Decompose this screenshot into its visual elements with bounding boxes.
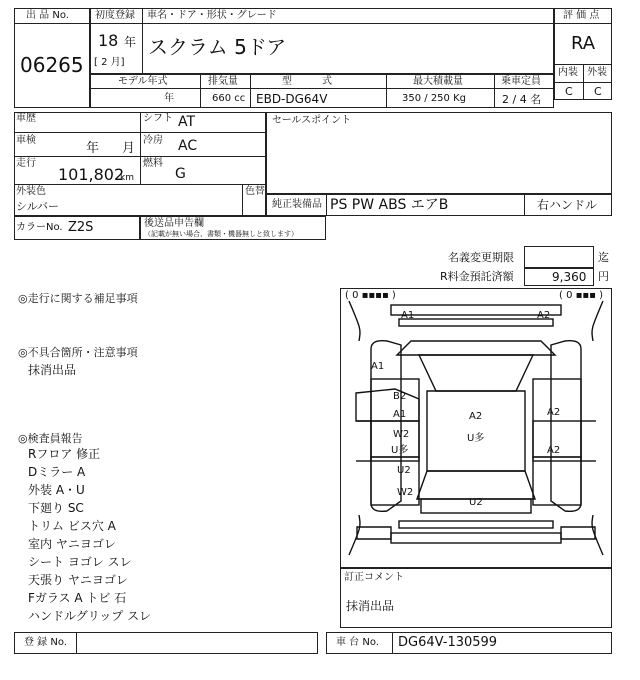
inspection-year-unit: 年 [86, 141, 100, 156]
inspector-item: トリム ビス穴 A [28, 519, 116, 533]
inspector-item: 室内 ヤニヨゴレ [28, 537, 116, 551]
name-change-field [524, 246, 594, 268]
name-change-unit: 迄 [598, 251, 609, 264]
model-year-label: モデル年式 [118, 76, 168, 87]
rear-left-wheel-arc [349, 515, 360, 555]
defects-text: 抹消出品 [28, 363, 77, 377]
hood-shape [397, 341, 555, 355]
post-docs-note: （記載が無い場合、書類・機器無しと致します） [144, 230, 298, 238]
max-load-label: 最大積載量 [413, 76, 463, 87]
mark-right-front-door: A2 [547, 407, 561, 418]
fuel-label: 燃料 [143, 158, 163, 169]
right-fender-shape [551, 341, 581, 512]
rear-window-shape [417, 471, 535, 499]
inspector-item: シート ヨゴレ スレ [28, 555, 132, 569]
right-quarter-shape [533, 457, 581, 505]
inspector-item: 外装 A・U [28, 483, 85, 497]
color-no-label: カラーNo. [16, 222, 63, 233]
chassis-label: 車 台 No. [336, 637, 379, 648]
recycle-amount: 9,360 [552, 270, 587, 284]
corner-label-top-right: ( 0 ▪▪▪ ) [559, 290, 604, 301]
color-no: Z2S [68, 220, 94, 235]
exterior-grade: C [594, 85, 602, 98]
interior-label: 内装 [558, 67, 578, 78]
left-mirror-area-shape [356, 389, 419, 421]
aircon-value: AC [178, 138, 198, 154]
front-lip-shape [399, 319, 553, 326]
lot-no: 06265 [20, 53, 84, 77]
equipment-value: PS PW ABS エアB [330, 197, 449, 213]
inspector-item: 天張り ヤニヨゴレ [28, 573, 128, 587]
inspector-item: 下廻り SC [28, 501, 84, 515]
year-unit: 年 [124, 35, 137, 49]
shift-value: AT [178, 114, 196, 130]
windshield-shape [419, 355, 533, 391]
mileage-unit: km [120, 173, 134, 183]
inspection-month-unit: 月 [122, 141, 136, 156]
car-diagram-drawing [341, 289, 611, 567]
model-year-unit: 年 [164, 93, 174, 104]
mark-left-fender: A1 [371, 361, 385, 372]
max-load: 350 / 250 Kg [402, 93, 466, 104]
rear-right-corner-shape [561, 527, 595, 539]
year-value: 18 [98, 31, 119, 50]
mark-roof-u: U多 [467, 433, 485, 444]
interior-grade: C [565, 85, 573, 98]
model-name-label: 車名・ドア・形状・グレード [147, 10, 277, 21]
mark-right-rear-door: A2 [547, 445, 561, 456]
corner-label-top-left: ( 0 ▪▪▪▪ ) [345, 290, 396, 301]
mileage-value: 101,802 [58, 165, 125, 184]
mark-left-quarter-u: U2 [397, 465, 411, 476]
front-left-wheel-arc [349, 301, 360, 341]
shift-label: シフト [143, 113, 173, 124]
exterior-color: シルバー [16, 200, 59, 213]
mark-front-right: A2 [537, 310, 551, 321]
exterior-label: 外装 [587, 67, 607, 78]
rear-right-wheel-arc [592, 515, 603, 555]
reg-no-label: 登 録 No. [24, 637, 67, 648]
mark-left-rear-door-u: U多 [391, 445, 409, 456]
mark-back-door: U2 [469, 497, 483, 508]
mark-left-rear-door-w: W2 [393, 429, 410, 440]
roof-shape [427, 391, 525, 471]
first-reg-label: 初度登録 [95, 10, 135, 21]
inspector-label: ◎検査員報告 [18, 432, 83, 445]
month-value: [ 2 月] [94, 57, 125, 68]
name-change-label: 名義変更期限 [448, 251, 514, 264]
rear-bumper-shape [391, 533, 561, 543]
driving-notes-label: ◎走行に関する補足事項 [18, 292, 138, 305]
sales-point-label: セールスポイント [272, 115, 352, 126]
front-right-wheel-arc [592, 301, 603, 341]
correction-label: 訂正コメント [344, 572, 404, 583]
mark-left-front-door-a: A1 [393, 409, 407, 420]
defects-label: ◎不具合箇所・注意事項 [18, 346, 138, 359]
type-label: 型 式 [282, 76, 332, 87]
rating: RA [571, 33, 596, 54]
displacement: 660 cc [212, 93, 246, 104]
car-diagram [340, 288, 612, 568]
post-docs-label: 後送品申告欄 [144, 218, 204, 229]
mileage-label: 走行 [16, 158, 36, 169]
rating-label: 評 価 点 [563, 10, 600, 21]
exterior-color-label: 外装色 [16, 186, 46, 197]
recycle-unit: 円 [598, 270, 609, 283]
lot-no-label: 出 品 No. [26, 10, 69, 21]
inspector-item: Rフロア 修正 [28, 447, 101, 461]
car-name: スクラム 5ドア [148, 35, 287, 59]
history-label: 車歴 [16, 113, 36, 124]
recycle-label: R料金預託済額 [440, 270, 514, 283]
displacement-label: 排気量 [208, 76, 238, 87]
mark-left-quarter-w: W2 [397, 487, 414, 498]
inspector-item: ハンドルグリップ スレ [28, 609, 152, 623]
equipment-label: 純正装備品 [272, 199, 322, 210]
rear-lip-shape [399, 521, 553, 528]
steering: 右ハンドル [537, 198, 598, 212]
mark-roof-a: A2 [469, 411, 483, 422]
fuel-value: G [175, 166, 186, 182]
mark-left-front-door-b: B2 [393, 391, 407, 402]
capacity: 2 / 4 名 [502, 93, 542, 106]
inspector-item: Fガラス A トビ 石 [28, 591, 127, 605]
correction-text: 抹消出品 [346, 599, 395, 613]
capacity-label: 乗車定員 [501, 76, 541, 87]
vehicle-type: EBD-DG64V [256, 92, 328, 106]
aircon-label: 冷房 [143, 135, 163, 146]
color-change-label: 色替 [245, 186, 265, 197]
rear-left-corner-shape [357, 527, 391, 539]
inspection-label: 車検 [16, 135, 36, 146]
chassis-no: DG64V-130599 [398, 635, 498, 650]
mark-front-left: A1 [401, 310, 415, 321]
inspector-item: Dミラー A [28, 465, 86, 479]
front-bumper-shape [391, 305, 561, 315]
